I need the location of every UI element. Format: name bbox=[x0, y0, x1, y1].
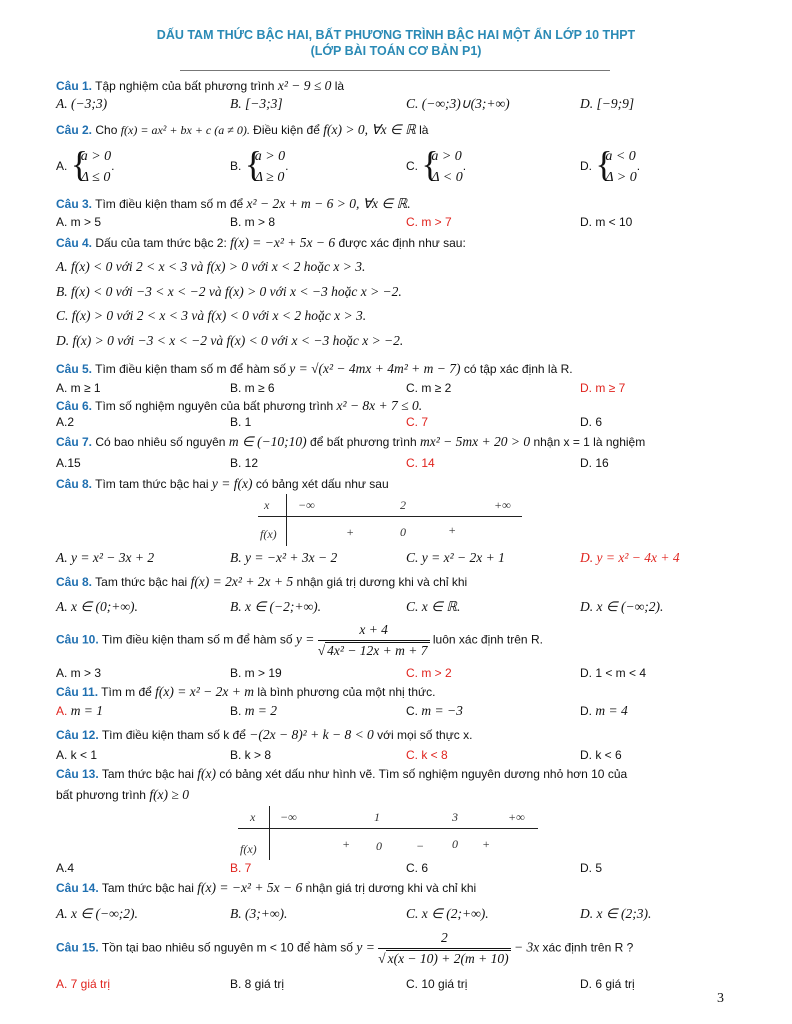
q8-text: Tìm tam thức bậc hai bbox=[95, 477, 209, 491]
q13-table-hline bbox=[238, 828, 538, 829]
q12-option-b: B. k > 8 bbox=[230, 748, 272, 762]
q15-radicand: x(x − 10) + 2(m + 10) bbox=[387, 951, 509, 966]
q13-table-root1: 1 bbox=[374, 810, 380, 824]
q9-math: f(x) = 2x² + 2x + 5 bbox=[190, 574, 294, 589]
question-12 bbox=[56, 727, 472, 743]
q8-table-fx: f(x) bbox=[260, 527, 277, 541]
title-line-1: DẤU TAM THỨC BẬC HAI, BẤT PHƯƠNG TRÌNH BẬC HAI MỘT ẨN LỚP 10 THPT bbox=[156, 28, 636, 42]
q9-suffix: nhận giá trị dương khi và chỉ khi bbox=[296, 575, 468, 589]
q6-option-b: B. 1 bbox=[230, 415, 252, 429]
q2-math2: f(x) > 0, ∀x ∈ ℝ bbox=[323, 122, 416, 137]
q2-d-cond1: { a < 0 bbox=[605, 149, 636, 164]
q8-option-c: C. y = x² − 2x + 1 bbox=[406, 550, 505, 565]
q4-suffix: được xác định như sau: bbox=[338, 236, 466, 250]
question-4 bbox=[56, 235, 466, 251]
q11-option-c bbox=[406, 703, 463, 719]
q3-option-d: D. m < 10 bbox=[580, 215, 633, 229]
page-number: 3 bbox=[717, 991, 724, 1006]
question-13-line-2 bbox=[56, 787, 189, 803]
q1-text: Tập nghiệm của bất phương trình bbox=[95, 79, 275, 93]
q12-math: −(2x − 8)² + k − 8 < 0 bbox=[249, 727, 374, 742]
q9-option-a: A. x ∈ (0;+∞). bbox=[56, 599, 138, 614]
q2-d-cond2: Δ > 0 bbox=[605, 170, 637, 185]
q11-c-math: m = −3 bbox=[421, 703, 463, 718]
q13-table-ninf: −∞ bbox=[280, 810, 297, 824]
q11-c-label: C. bbox=[406, 704, 418, 718]
q6-label: Câu 6. bbox=[56, 399, 93, 413]
q11-a-math: m = 1 bbox=[70, 703, 104, 718]
question-1 bbox=[56, 78, 344, 94]
q10-suffix: luôn xác định trên R. bbox=[432, 632, 543, 647]
q11-math: f(x) = x² − 2x + m bbox=[155, 684, 255, 699]
q13-table-sign1: + bbox=[342, 837, 351, 851]
q14-option-c: C. x ∈ (2;+∞). bbox=[406, 906, 489, 921]
q2-a-label: A. bbox=[56, 159, 68, 174]
q9-option-c: C. x ∈ ℝ. bbox=[406, 599, 461, 614]
q7-option-a: A.15 bbox=[56, 456, 81, 470]
q11-option-d bbox=[580, 703, 628, 719]
question-13 bbox=[56, 766, 627, 782]
q1-option-a: A. (−3;3) bbox=[56, 96, 108, 111]
q15-denominator: √ x(x − 10) + 2(m + 10) bbox=[378, 951, 509, 966]
question-5 bbox=[56, 361, 573, 377]
q6-option-a: A.2 bbox=[56, 415, 75, 429]
q15-option-c: C. 10 giá trị bbox=[406, 977, 468, 991]
q15-tail: − 3x bbox=[513, 939, 540, 955]
q10-option-d: D. 1 < m < 4 bbox=[580, 666, 647, 680]
q13-table-zero1: 0 bbox=[376, 839, 382, 853]
q9-option-b: B. x ∈ (−2;+∞). bbox=[230, 599, 321, 614]
question-3 bbox=[56, 196, 411, 212]
q9-text: Tam thức bậc hai bbox=[95, 575, 188, 589]
q5-text: Tìm điều kiện tham số m để hàm số bbox=[95, 362, 286, 376]
q2-option-a: A. { a > 0 Δ ≤ 0 . bbox=[56, 146, 114, 188]
q13-sign-table bbox=[238, 806, 538, 860]
q11-a-label: A. bbox=[56, 704, 68, 718]
q12-label: Câu 12. bbox=[56, 728, 99, 742]
q11-b-math: m = 2 bbox=[244, 703, 278, 718]
q6-option-c-answer: C. 7 bbox=[406, 415, 429, 429]
q8-option-b: B. y = −x² + 3x − 2 bbox=[230, 550, 338, 565]
q15-numerator: 2 bbox=[378, 930, 510, 949]
q5-option-c: C. m ≥ 2 bbox=[406, 381, 452, 395]
q8-table-pinf: +∞ bbox=[494, 498, 511, 512]
question-14 bbox=[56, 880, 476, 896]
q4-option-c: C. f(x) > 0 với 2 < x < 3 và f(x) < 0 với x < 2 hoặc x > 3. bbox=[56, 308, 367, 323]
question-15 bbox=[56, 930, 633, 967]
q4-math: f(x) = −x² + 5x − 6 bbox=[230, 235, 336, 250]
q2-d-system bbox=[595, 146, 636, 188]
q14-option-b: B. (3;+∞). bbox=[230, 906, 288, 921]
question-2 bbox=[56, 122, 428, 138]
q11-label: Câu 11. bbox=[56, 685, 99, 699]
q7-text2: để bất phương trình bbox=[310, 435, 417, 449]
q13-text: Tam thức bậc hai bbox=[101, 767, 194, 781]
q6-option-d: D. 6 bbox=[580, 415, 603, 429]
q11-b-label: B. bbox=[230, 704, 242, 718]
q4-option-b: B. f(x) < 0 với −3 < x < −2 và f(x) > 0 với x < −3 hoặc x > −2. bbox=[56, 284, 402, 299]
q2-option-c: C. { a > 0 Δ < 0 . bbox=[406, 146, 466, 188]
q1-option-d: D. [−9;9] bbox=[580, 96, 635, 111]
q11-d-label: D. bbox=[580, 704, 592, 718]
q2-text: Cho bbox=[95, 123, 118, 137]
q8-label: Câu 8. bbox=[56, 477, 93, 491]
q3-label: Câu 3. bbox=[56, 197, 93, 211]
q4-option-a: A. f(x) < 0 với 2 < x < 3 và f(x) > 0 với x < 2 hoặc x > 3. bbox=[56, 259, 366, 274]
q11-option-b bbox=[230, 703, 277, 719]
q3-text: Tìm điều kiện tham số m để bbox=[95, 197, 244, 211]
q13-option-c: C. 6 bbox=[406, 861, 429, 875]
q13-table-fx: f(x) bbox=[240, 842, 257, 856]
q4-label: Câu 4. bbox=[56, 236, 93, 250]
q2-text2: Điều kiện để bbox=[253, 123, 320, 137]
q5-label: Câu 5. bbox=[56, 362, 93, 376]
q2-label: Câu 2. bbox=[56, 123, 93, 137]
q10-text: Tìm điều kiện tham số m để hàm số bbox=[101, 632, 293, 647]
q8-math: y = f(x) bbox=[211, 476, 253, 491]
q13-math: f(x) bbox=[197, 766, 216, 781]
q2-a-cond2: Δ ≤ 0 bbox=[80, 170, 111, 185]
title-divider bbox=[180, 70, 610, 71]
q11-d-math: m = 4 bbox=[595, 703, 628, 718]
q4-option-d: D. f(x) > 0 với −3 < x < −2 và f(x) < 0 với x < −3 hoặc x > −2. bbox=[56, 333, 404, 348]
q15-fraction bbox=[378, 930, 510, 967]
q10-numerator: x + 4 bbox=[318, 622, 430, 641]
q12-text: Tìm điều kiện tham số k để bbox=[101, 728, 246, 742]
question-8 bbox=[56, 476, 389, 492]
q2-d-label: D. bbox=[580, 159, 592, 174]
q3-option-c-answer: C. m > 7 bbox=[406, 215, 452, 229]
q6-text: Tìm số nghiệm nguyên của bất phương trình bbox=[95, 399, 334, 413]
q7-math: m ∈ (−10;10) bbox=[228, 434, 307, 449]
q1-math: x² − 9 ≤ 0 bbox=[277, 78, 332, 93]
q14-text: Tam thức bậc hai bbox=[101, 881, 194, 895]
q13-table-sign3: + bbox=[482, 837, 491, 851]
q5-suffix: có tập xác định là R. bbox=[463, 362, 573, 376]
q2-a-cond1: { a > 0 bbox=[80, 149, 112, 164]
q1-option-b: B. [−3;3] bbox=[230, 96, 283, 111]
q2-b-system bbox=[245, 146, 285, 188]
q11-suffix: là bình phương của một nhị thức. bbox=[257, 685, 436, 699]
q14-option-d: D. x ∈ (2;3). bbox=[580, 906, 652, 921]
q8-option-d-answer: D. y = x² − 4x + 4 bbox=[580, 550, 680, 565]
q13-option-b-answer: B. 7 bbox=[230, 861, 252, 875]
q5-option-b: B. m ≥ 6 bbox=[230, 381, 275, 395]
q8-table-zero: 0 bbox=[400, 525, 406, 539]
q2-c-label: C. bbox=[406, 159, 418, 174]
q11-text: Tìm m để bbox=[101, 685, 152, 699]
q2-suffix: là bbox=[419, 123, 429, 137]
q10-radicand: 4x² − 12x + m + 7 bbox=[327, 643, 428, 658]
q13-table-root2: 3 bbox=[452, 810, 458, 824]
q8-table-hline bbox=[258, 516, 522, 517]
q8-sign-table bbox=[258, 494, 522, 546]
q13-line2: bất phương trình bbox=[56, 788, 146, 802]
q13-table-zero2: 0 bbox=[452, 837, 458, 851]
q7-text: Có bao nhiêu số nguyên bbox=[95, 435, 226, 449]
q4-text: Dấu của tam thức bậc 2: bbox=[95, 236, 227, 250]
q10-denominator: √ 4x² − 12x + m + 7 bbox=[317, 643, 428, 658]
q12-suffix: với mọi số thực x. bbox=[377, 728, 473, 742]
q2-option-b: B. { a > 0 Δ ≥ 0 . bbox=[230, 146, 288, 188]
q15-label: Câu 15. bbox=[56, 940, 99, 955]
q15-option-a-answer: A. 7 giá trị bbox=[56, 977, 111, 991]
q15-option-b: B. 8 giá trị bbox=[230, 977, 285, 991]
q10-lhs: y = bbox=[295, 631, 315, 647]
q2-c-system bbox=[421, 146, 462, 188]
q7-label: Câu 7. bbox=[56, 435, 93, 449]
q2-b-cond2: Δ ≥ 0 bbox=[254, 170, 285, 185]
q10-option-c-answer: C. m > 2 bbox=[406, 666, 452, 680]
q8-option-a: A. y = x² − 3x + 2 bbox=[56, 550, 155, 565]
q12-option-d: D. k < 6 bbox=[580, 748, 622, 762]
q12-option-c-answer: C. k < 8 bbox=[406, 748, 448, 762]
title-line-2: (LỚP BÀI TOÁN CƠ BẢN P1) bbox=[310, 44, 482, 58]
q7-option-d: D. 16 bbox=[580, 456, 609, 470]
question-10 bbox=[56, 622, 543, 659]
q2-c-cond2: Δ < 0 bbox=[431, 170, 463, 185]
question-11 bbox=[56, 684, 435, 700]
q14-suffix: nhận giá trị dương khi và chỉ khi bbox=[305, 881, 477, 895]
q10-option-b: B. m > 19 bbox=[230, 666, 282, 680]
question-9 bbox=[56, 574, 467, 590]
question-7 bbox=[56, 434, 645, 450]
q13-table-x: x bbox=[250, 810, 256, 824]
q15-suffix: xác định trên R ? bbox=[542, 940, 634, 955]
q5-option-d-answer: D. m ≥ 7 bbox=[580, 381, 626, 395]
q8-table-ninf: −∞ bbox=[298, 498, 315, 512]
q13-table-vline bbox=[269, 806, 270, 860]
q15-lhs: y = bbox=[356, 939, 375, 955]
q2-option-d: D. { a < 0 Δ > 0 . bbox=[580, 146, 640, 188]
q13-text2: có bảng xét dấu như hình vẽ. Tìm số nghiệm nguyên dương nhỏ hơn 10 của bbox=[219, 767, 628, 781]
q2-b-cond1: { a > 0 bbox=[254, 149, 286, 164]
q8-table-root: 2 bbox=[400, 498, 406, 512]
q8-table-sign1: + bbox=[346, 525, 355, 539]
q14-math: f(x) = −x² + 5x − 6 bbox=[197, 880, 303, 895]
q7-option-c-answer: C. 14 bbox=[406, 456, 435, 470]
q12-option-a: A. k < 1 bbox=[56, 748, 98, 762]
q2-c-cond1: { a > 0 bbox=[431, 149, 462, 164]
q8-suffix: có bảng xét dấu như sau bbox=[255, 477, 389, 491]
q14-option-a: A. x ∈ (−∞;2). bbox=[56, 906, 138, 921]
q3-option-b: B. m > 8 bbox=[230, 215, 276, 229]
q2-math: f(x) = ax² + bx + c (a ≠ 0). bbox=[120, 123, 250, 137]
q10-label: Câu 10. bbox=[56, 632, 99, 647]
q3-option-a: A. m > 5 bbox=[56, 215, 102, 229]
q13-table-pinf: +∞ bbox=[508, 810, 525, 824]
question-6 bbox=[56, 398, 422, 414]
q8-table-x: x bbox=[264, 498, 270, 512]
q9-label: Câu 8. bbox=[56, 575, 93, 589]
q15-text: Tồn tại bao nhiêu số nguyên m < 10 để hàm số bbox=[101, 940, 353, 955]
q9-option-d: D. x ∈ (−∞;2). bbox=[580, 599, 664, 614]
q8-table-vline bbox=[286, 494, 287, 546]
q13-math2: f(x) ≥ 0 bbox=[149, 787, 189, 802]
q1-option-c: C. (−∞;3)∪(3;+∞) bbox=[406, 96, 510, 111]
q7-math2: mx² − 5mx + 20 > 0 bbox=[420, 434, 531, 449]
q7-suffix: nhận x = 1 là nghiệm bbox=[533, 435, 646, 449]
q5-option-a: A. m ≥ 1 bbox=[56, 381, 101, 395]
q3-math: x² − 2x + m − 6 > 0, ∀x ∈ ℝ. bbox=[246, 196, 411, 211]
q1-label: Câu 1. bbox=[56, 79, 93, 93]
q2-b-label: B. bbox=[230, 159, 242, 174]
q11-option-a bbox=[56, 703, 103, 719]
q8-table-sign2: + bbox=[448, 523, 457, 537]
q13-option-a: A.4 bbox=[56, 861, 75, 875]
q2-a-system bbox=[71, 146, 111, 188]
q13-option-d: D. 5 bbox=[580, 861, 603, 875]
q15-option-d: D. 6 giá trị bbox=[580, 977, 635, 991]
q10-fraction bbox=[318, 622, 430, 659]
q13-label: Câu 13. bbox=[56, 767, 99, 781]
q5-math: y = √(x² − 4mx + 4m² + m − 7) bbox=[289, 361, 461, 376]
q14-label: Câu 14. bbox=[56, 881, 99, 895]
q1-suffix: là bbox=[334, 79, 345, 93]
q7-option-b: B. 12 bbox=[230, 456, 259, 470]
q6-math: x² − 8x + 7 ≤ 0. bbox=[336, 398, 423, 413]
q10-option-a: A. m > 3 bbox=[56, 666, 102, 680]
q13-table-sign2: − bbox=[416, 839, 425, 853]
